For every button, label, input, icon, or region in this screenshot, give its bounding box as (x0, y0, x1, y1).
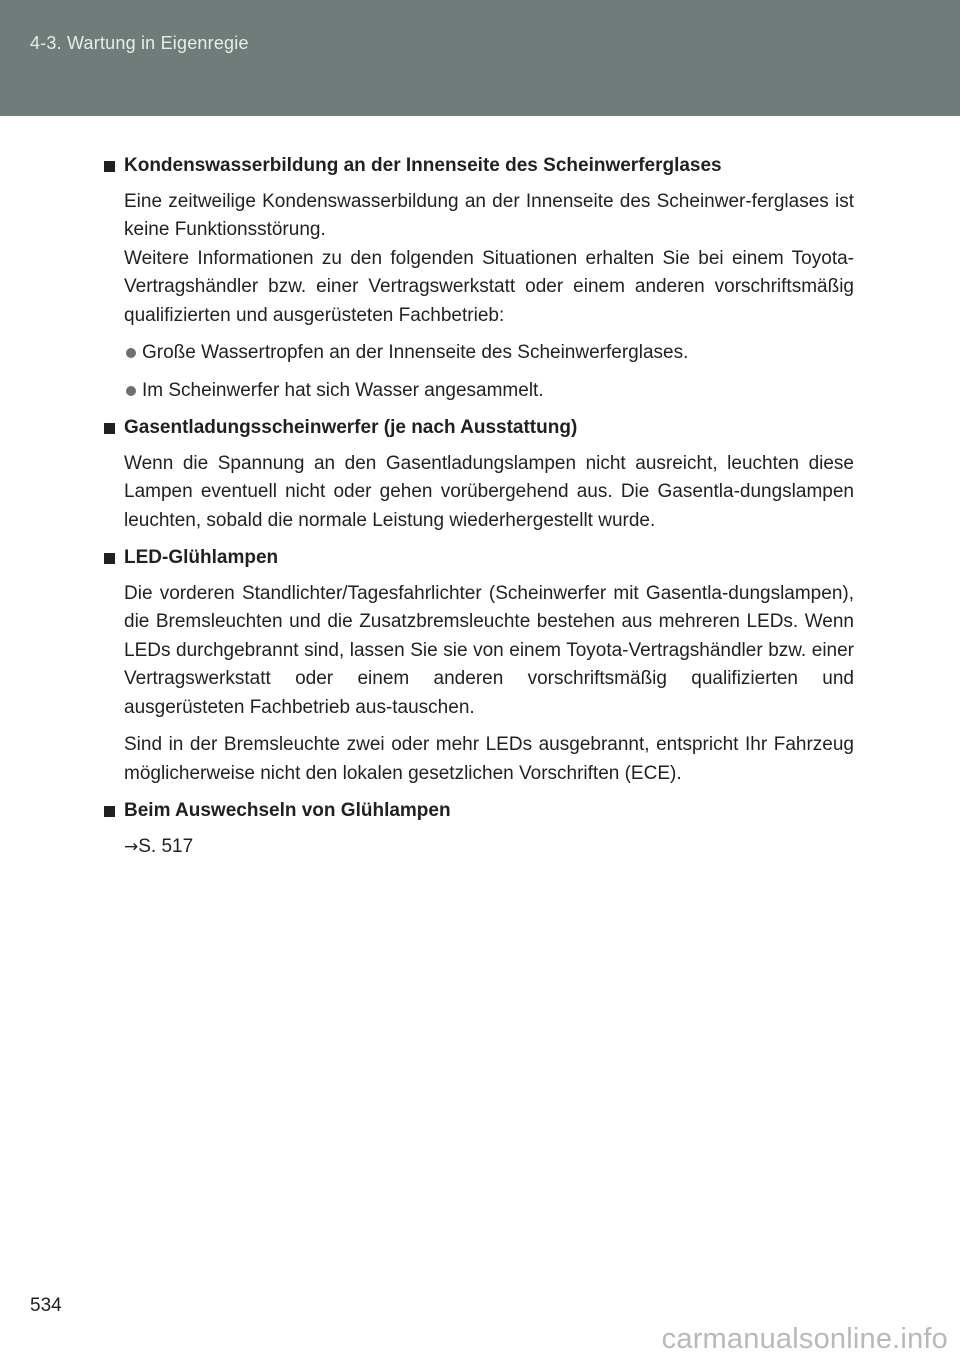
header-band (0, 0, 960, 116)
section-title: 4-3. Wartung in Eigenregie (30, 33, 249, 53)
heading-text: LED-Glühlampen (124, 547, 279, 568)
list-item (126, 339, 854, 368)
page-reference-text: S. 517 (138, 835, 194, 857)
section-heading (104, 797, 854, 826)
page-content (104, 152, 854, 870)
heading-text: Gasentladungsscheinwerfer (je nach Ausstattung) (124, 417, 578, 438)
dot-bullet-icon (126, 386, 136, 396)
list-item-text: Im Scheinwerfer hat sich Wasser angesammelt. (142, 379, 544, 401)
list-item-text: Große Wassertropfen an der Innenseite des Scheinwerferglases. (142, 342, 689, 363)
section-condensation (104, 152, 854, 405)
page-reference[interactable] (124, 833, 854, 862)
paragraph: Eine zeitweilige Kondenswasserbildung an der Innenseite des Scheinwer-ferglases ist keine Funktionsstörung. (124, 190, 854, 240)
paragraph: Die vorderen Standlichter/Tagesfahrlichter (Scheinwerfer mit Gasentla-dungslampen), die Bremsleuchten und die Zusatzbremsleuchte bestehen aus mehreren LEDs. Wenn LEDs durchgebrannt sind, lassen Sie sie von einem Toyota-Vertragshändler bzw. einer Vertragswerkstatt oder einem anderen vorschriftsmäßig qualifizierten und ausgerüsteten Fachbetrieb aus-tauschen. (124, 582, 854, 718)
section-heading (104, 414, 854, 443)
section-led-bulbs (104, 544, 854, 788)
section-hid-headlights (104, 414, 854, 535)
dot-bullet-icon (126, 348, 136, 358)
paragraph: Wenn die Spannung an den Gasentladungslampen nicht ausreicht, leuchten diese Lampen eventuell nicht oder gehen vorübergehend aus. Die Gasentla-dungslampen leuchten, sobald die normale Leistung wiederhergestellt wurde. (124, 452, 854, 531)
paragraph: Weitere Informationen zu den folgenden Situationen erhalten Sie bei einem Toyota-Vertragshändler bzw. einer Vertragswerkstatt oder einem anderen vorschriftsmäßig qualifizierten und ausgerüsteten Fachbetrieb: (124, 247, 854, 326)
square-bullet-icon (104, 806, 115, 817)
section-heading (104, 152, 854, 181)
square-bullet-icon (104, 553, 115, 564)
section-bulb-replacement (104, 797, 854, 861)
arrow-right-icon: → (124, 836, 139, 857)
watermark: carmanualsonline.info (661, 1323, 948, 1355)
heading-text: Kondenswasserbildung an der Innenseite des Scheinwerferglases (124, 155, 722, 176)
square-bullet-icon (104, 161, 115, 172)
square-bullet-icon (104, 423, 115, 434)
paragraph: Sind in der Bremsleuchte zwei oder mehr LEDs ausgebrannt, entspricht Ihr Fahrzeug möglicherweise nicht den lokalen gesetzlichen Vorschriften (ECE). (124, 734, 854, 784)
page-number: 534 (30, 1295, 62, 1316)
section-heading (104, 544, 854, 573)
list-item (126, 377, 854, 406)
heading-text: Beim Auswechseln von Glühlampen (124, 800, 451, 821)
